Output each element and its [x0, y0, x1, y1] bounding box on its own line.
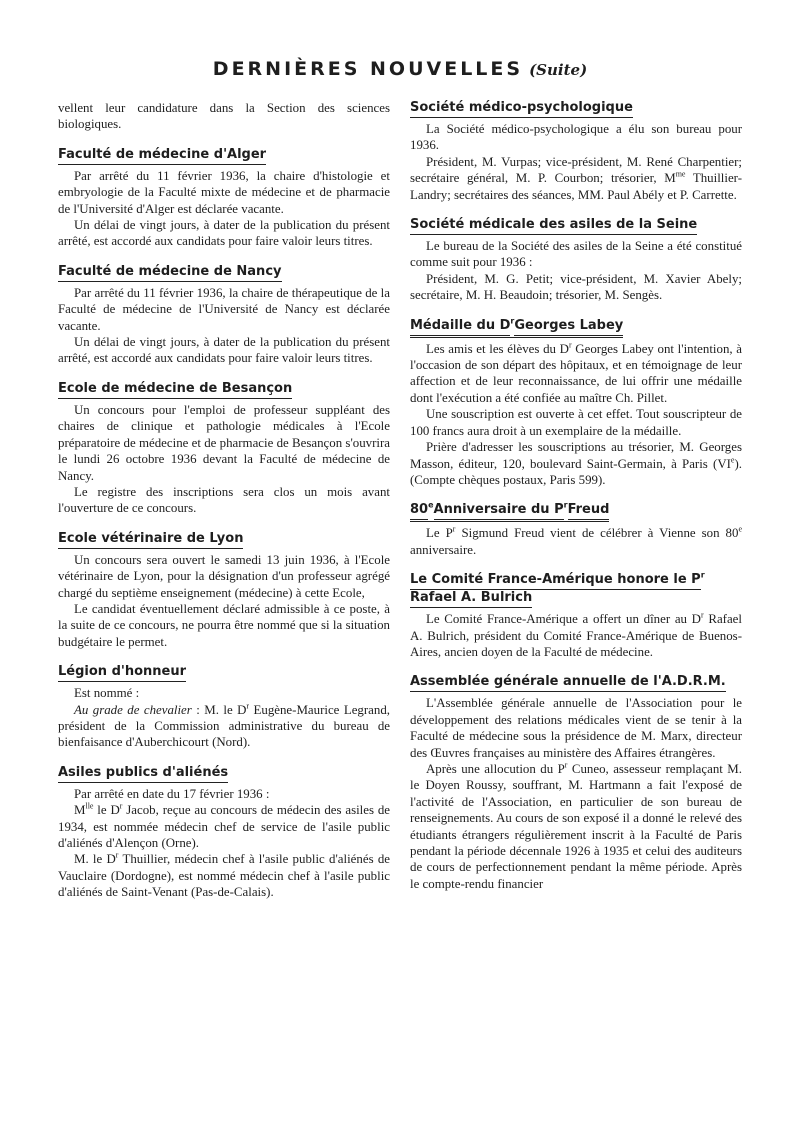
- section-heading-adrm: Assemblée générale annuelle de l'A.D.R.M.: [410, 674, 742, 692]
- section-heading-bulrich: Le Comité France-Amérique honore le $P^r$ Rafael A. Bulrich: [410, 572, 742, 608]
- asiles-paragraph-1: Par arrêté en date du 17 février 1936 :: [74, 786, 270, 801]
- running-head: [0, 58, 800, 80]
- labey-paragraph-1: Les amis et les élèves du $D^r$ Georges Labey ont l'intention, à l'occasion de son départ des hôpitaux, et en témoignage de leur affection et de leur reconnaissance, de lui offrir une médaille dont l'exécution a été confiée au maître Ch. Pillet.: [410, 340, 742, 405]
- legion-paragraph-1: Est nommé :: [74, 686, 140, 701]
- section-heading-labey: Médaille du $D^rGeorges$ Labey: [410, 318, 742, 338]
- alger-paragraph-2: Un délai de vingt jours, à dater de la publication du présent arrêté, est accordé aux candidats pour faire valoir leurs titres.: [58, 218, 390, 249]
- psycho-paragraph-2: Président, M. Vurpas; vice-président, M. René Charpentier; secrétaire général, M. P. Courbon; trésorier, $M^{me}$ Thuillier-Landry; secrétaires des séances, MM. Paul Abély et P. Carrette.: [410, 154, 742, 202]
- left-column: [58, 100, 390, 901]
- seine-paragraph-2: Président, M. G. Petit; vice-président, M. Xavier Abely; secrétaire, M. H. Beaudoin; trésorier, M. Sengès.: [410, 271, 742, 303]
- adrm-paragraph-2: Après une allocution du $P^r$ Cuneo, assesseur remplaçant M. le Doyen Roussy, souffrant, M. Hartmann a fait l'exposé de l'activité de l'Association, en particulier de son bureau de renseignements. Au cours de son exposé il a donné le relevé des étudiants étrangers régulièrement inscrit à la Faculté de Paris pendant la période décennale 1926 à 1935 et celui des auditeurs de cours de perfectionnement pendant la même période. Après le compte-rendu financier: [410, 760, 742, 891]
- running-head-suite: (Suite): [529, 61, 588, 79]
- section-heading-seine: Société médicale des asiles de la Seine: [410, 217, 742, 235]
- asiles-paragraph-2: $M^{lle}$ le $D^r$ Jacob, reçue au concours de médecin des asiles de 1934, est nommée médecin chef de service de l'asile public d'aliénés d'Alençon (Orne).: [58, 801, 390, 850]
- nancy-paragraph-2: Un délai de vingt jours, à dater de la publication du présent arrêté, est accordé aux candidats pour faire valoir leurs titres.: [58, 335, 390, 366]
- besancon-paragraph-1: Un concours pour l'emploi de professeur suppléant des chaires de clinique et pathologie médicales à l'Ecole préparatoire de médecine et de pharmacie de Besançon s'ouvrira le lundi 26 octobre 1936 devant la Faculté de médecine de Nancy.: [58, 402, 390, 483]
- seine-paragraph-1: Le bureau de la Société des asiles de la Seine a été constitué comme suit pour 1936 :: [410, 239, 742, 270]
- section-heading-psycho: Société médico-psychologique: [410, 100, 742, 118]
- freud-paragraph-1: Le $P^r$ Sigmund Freud vient de célébrer à Vienne son 80e anniversaire.: [410, 525, 743, 557]
- right-column: [410, 100, 742, 892]
- section-heading-nancy: Faculté de médecine de Nancy: [58, 264, 390, 282]
- running-head-title: DERNIÈRES NOUVELLES: [212, 58, 524, 80]
- section-heading-lyon: Ecole vétérinaire de Lyon: [58, 531, 390, 549]
- section-heading-alger: Faculté de médecine d'Alger: [58, 147, 390, 165]
- labey-paragraph-2: Une souscription est ouverte à cet effet. Tout souscripteur de 100 francs aura droit à un exemplaire de la médaille.: [410, 407, 742, 438]
- lyon-paragraph-1: Un concours sera ouvert le samedi 13 juin 1936, à l'Ecole vétérinaire de Lyon, pour la désignation d'un professeur agrégé chargé du septième enseignement (médecine) à cette Ecole,: [58, 552, 390, 600]
- section-heading-asiles: Asiles publics d'aliénés: [58, 765, 390, 783]
- continued-paragraph: vellent leur candidature dans la Section des sciences biologiques.: [58, 101, 390, 132]
- asiles-paragraph-3: M. le $D^r$ Thuillier, médecin chef à l'asile public d'aliénés de Vauclaire (Dordogne), est nommé médecin chef à l'asile public d'aliénés de Saint-Venant (Pas-de-Calais).: [58, 851, 390, 900]
- bulrich-paragraph-1: Le Comité France-Amérique a offert un dîner au $D^r$ Rafael A. Bulrich, président du Comité France-Amérique de Buenos-Aires, ancien doyen de la Faculté de médecine.: [410, 610, 742, 659]
- lyon-paragraph-2: Le candidat éventuellement déclaré admissible à ce poste, à la suite de ce concours, ne pourra être nommé que si la situation budgétaire le permet.: [58, 601, 390, 649]
- alger-paragraph-1: Par arrêté du 11 février 1936, la chaire d'histologie et embryologie de la Faculté mixte de médecine et de pharmacie de l'Université d'Alger est déclarée vacante.: [58, 168, 390, 216]
- adrm-paragraph-1: L'Assemblée générale annuelle de l'Association pour le développement des relations médicales vient de se tenir à la Faculté de médecine sous la présidence de M. Marx, directeur des Œuvres françaises au ministère des Affaires étrangères.: [410, 696, 742, 760]
- section-heading-legion: Légion d'honneur: [58, 664, 390, 682]
- section-heading-besancon: Ecole de médecine de Besançon: [58, 381, 390, 399]
- labey-paragraph-3: Prière d'adresser les souscriptions au trésorier, M. Georges Masson, éditeur, 120, boulevard Saint-Germain, à Paris (VIe). (Compte chèques postaux, Paris 599).: [410, 440, 742, 487]
- besancon-paragraph-2: Le registre des inscriptions sera clos un mois avant l'ouverture de ce concours.: [58, 484, 390, 516]
- psycho-paragraph-1: La Société médico-psychologique a élu son bureau pour 1936.: [410, 122, 742, 153]
- section-heading-freud: 80eAnniversaire du $P^rFreud$: [410, 502, 742, 522]
- legion-paragraph-2: Au grade de chevalier : M. le $D^r$ Eugène-Maurice Legrand, président de la Commission administrative du bureau de bienfaisance d'Auberchicourt (Nord).: [58, 701, 390, 750]
- nancy-paragraph-1: Par arrêté du 11 février 1936, la chaire de thérapeutique de la Faculté de médecine de l'Université de Nancy est déclarée vacante.: [58, 285, 390, 333]
